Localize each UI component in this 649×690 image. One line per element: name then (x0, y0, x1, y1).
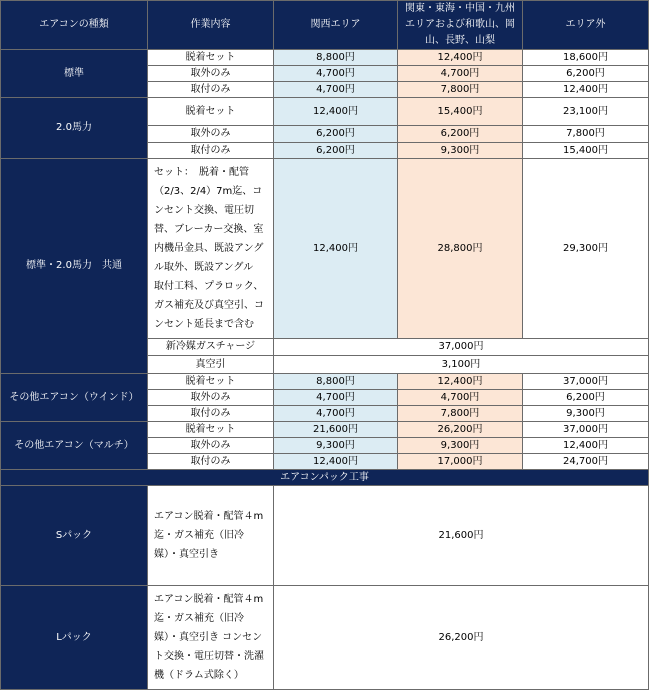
task-label: 取付のみ (148, 82, 274, 98)
price-outside: 15,400円 (523, 143, 649, 159)
price-outside: 12,400円 (523, 438, 649, 454)
price-outside: 6,200円 (523, 66, 649, 82)
pack-l-price: 26,200円 (274, 586, 649, 690)
table-row (1, 98, 649, 126)
task-label: 新冷媒ガスチャージ (148, 339, 274, 356)
pack-band-row (1, 470, 649, 486)
pack-l-name: Lパック (1, 586, 148, 690)
price-kanto: 7,800円 (398, 82, 523, 98)
price-kanto: 15,400円 (398, 98, 523, 126)
price-all: 3,100円 (274, 356, 649, 374)
price-kanto: 4,700円 (398, 66, 523, 82)
price-kansai: 6,200円 (274, 143, 398, 159)
price-kansai: 8,800円 (274, 374, 398, 390)
price-kansai: 4,700円 (274, 82, 398, 98)
price-kanto: 17,000円 (398, 454, 523, 470)
table-row (1, 374, 649, 390)
price-kansai: 6,200円 (274, 126, 398, 143)
task-label: 取付のみ (148, 143, 274, 159)
task-label: 脱着セット (148, 98, 274, 126)
table-row (1, 159, 649, 339)
price-kansai: 8,800円 (274, 50, 398, 66)
table-row (1, 586, 649, 690)
price-kanto: 9,300円 (398, 438, 523, 454)
group-multi: その他エアコン（マルチ） (1, 422, 148, 470)
price-outside: 24,700円 (523, 454, 649, 470)
header-work: 作業内容 (148, 1, 274, 50)
price-outside: 18,600円 (523, 50, 649, 66)
group-window: その他エアコン（ウインド） (1, 374, 148, 422)
pack-s-description: エアコン脱着・配管４m迄・ガス補充（旧冷媒）・真空引き (148, 486, 274, 586)
price-outside: 9,300円 (523, 406, 649, 422)
price-kanto: 12,400円 (398, 374, 523, 390)
price-kansai: 12,400円 (274, 159, 398, 339)
price-outside: 7,800円 (523, 126, 649, 143)
price-kansai: 21,600円 (274, 422, 398, 438)
price-kanto: 26,200円 (398, 422, 523, 438)
price-outside: 12,400円 (523, 82, 649, 98)
price-kanto: 12,400円 (398, 50, 523, 66)
price-kansai: 12,400円 (274, 98, 398, 126)
price-kanto: 7,800円 (398, 406, 523, 422)
price-outside: 23,100円 (523, 98, 649, 126)
task-label: 取外のみ (148, 66, 274, 82)
price-kanto: 6,200円 (398, 126, 523, 143)
price-outside: 29,300円 (523, 159, 649, 339)
header-aircon-type: エアコンの種類 (1, 1, 148, 50)
task-label: 取外のみ (148, 438, 274, 454)
task-label: 取外のみ (148, 390, 274, 406)
price-kansai: 4,700円 (274, 390, 398, 406)
price-kanto: 9,300円 (398, 143, 523, 159)
price-outside: 37,000円 (523, 374, 649, 390)
pack-band: エアコンパック工事 (1, 470, 649, 486)
price-all: 37,000円 (274, 339, 649, 356)
task-label: 真空引 (148, 356, 274, 374)
task-label: 取付のみ (148, 454, 274, 470)
common-description: セット： 脱着・配管（2/3、2/4）7m迄、コンセント交換、電圧切替、ブレーカー交換、室内機吊金具、既設アングル取外、既設アングル 取付工料、プラロック、ガス補充及び真空引、コンセント延長まで含む (148, 159, 274, 339)
task-label: 取外のみ (148, 126, 274, 143)
pack-l-description: エアコン脱着・配管４m迄・ガス補充（旧冷媒）・真空引き コンセント交換・電圧切替・洗濯機（ドラム式除く） (148, 586, 274, 690)
task-label: 脱着セット (148, 50, 274, 66)
price-outside: 6,200円 (523, 390, 649, 406)
pack-s-name: Sパック (1, 486, 148, 586)
group-common: 標準・2.0馬力 共通 (1, 159, 148, 374)
table-row (1, 50, 649, 66)
price-outside: 37,000円 (523, 422, 649, 438)
price-kansai: 12,400円 (274, 454, 398, 470)
header-kanto: 関東・東海・中国・九州エリアおよび和歌山、岡山、長野、山梨 (398, 1, 523, 50)
task-label: 取付のみ (148, 406, 274, 422)
header-outside: エリア外 (523, 1, 649, 50)
price-kansai: 9,300円 (274, 438, 398, 454)
pack-s-price: 21,600円 (274, 486, 649, 586)
task-label: 脱着セット (148, 374, 274, 390)
price-kansai: 4,700円 (274, 406, 398, 422)
header-row (1, 1, 649, 50)
group-standard: 標準 (1, 50, 148, 98)
header-kansai: 関西エリア (274, 1, 398, 50)
group-power20: 2.0馬力 (1, 98, 148, 159)
price-kanto: 28,800円 (398, 159, 523, 339)
table-row (1, 486, 649, 586)
table-row (1, 422, 649, 438)
task-label: 脱着セット (148, 422, 274, 438)
price-kansai: 4,700円 (274, 66, 398, 82)
price-kanto: 4,700円 (398, 390, 523, 406)
